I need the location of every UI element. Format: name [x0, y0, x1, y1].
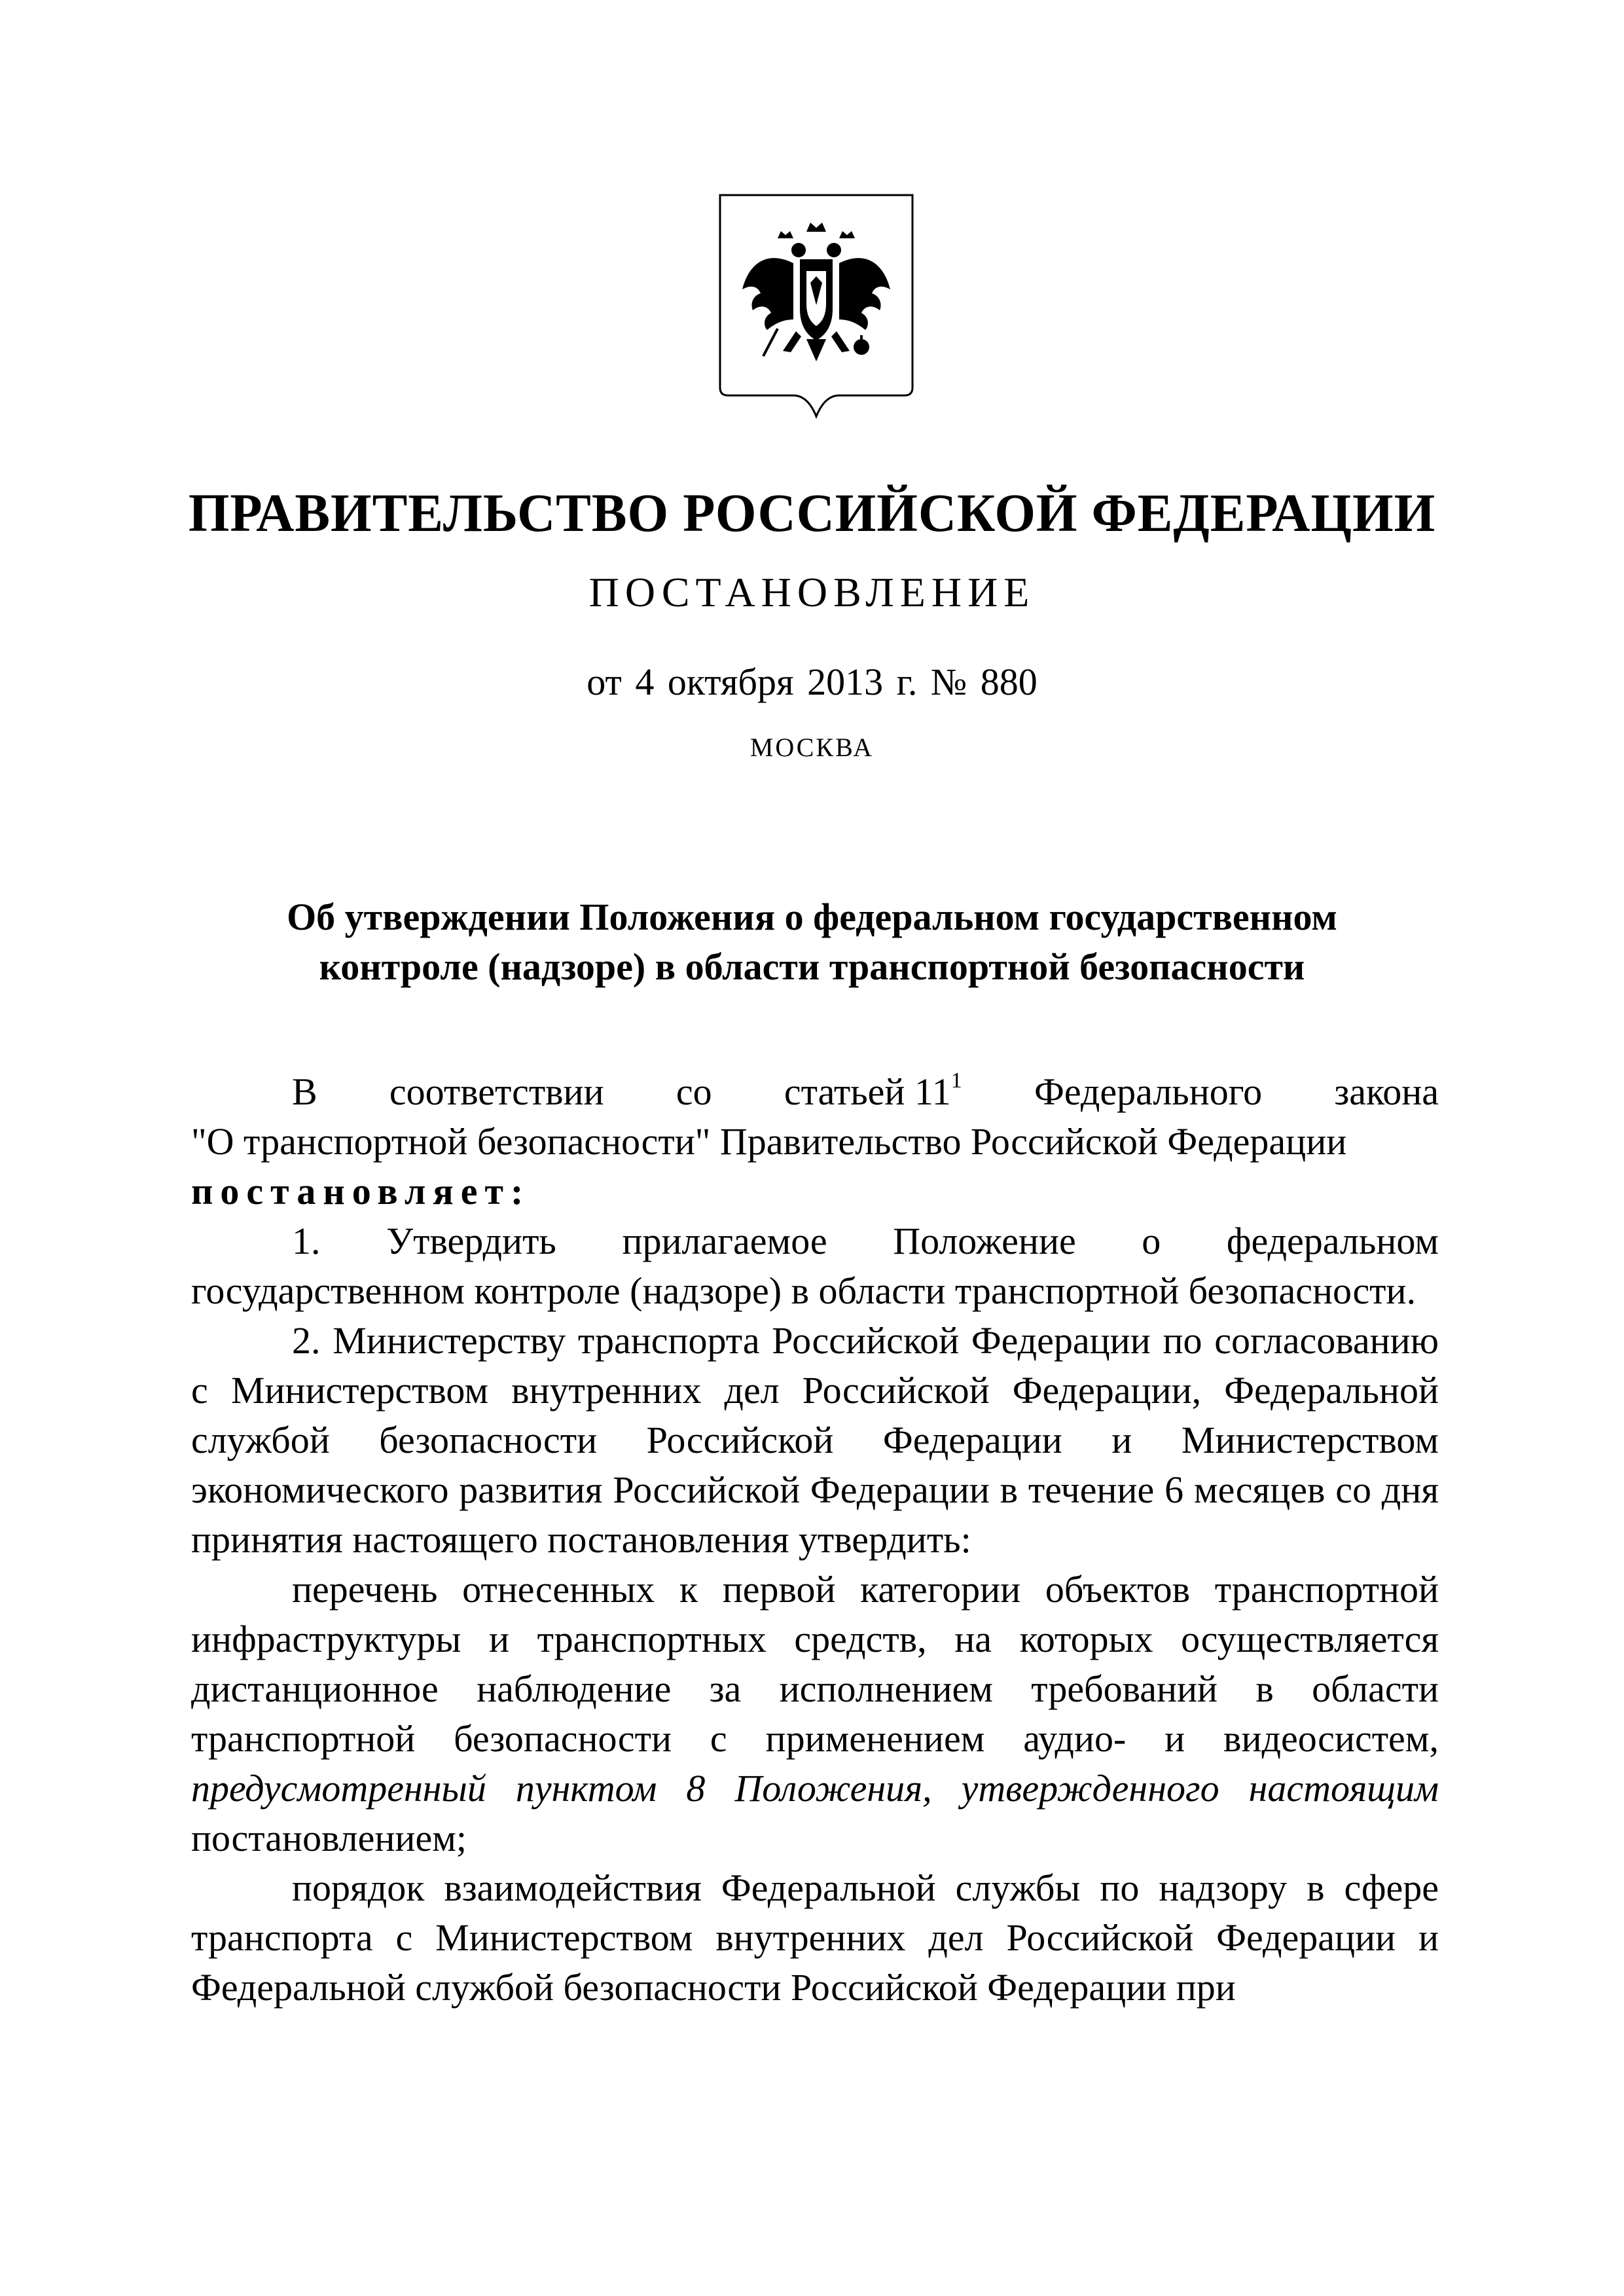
coat-of-arms-icon: [715, 191, 918, 424]
preamble-word: со: [676, 1070, 712, 1113]
article-number: статьей 11: [784, 1070, 951, 1113]
paragraph-2: 2. Министерству транспорта Российской Федерации по согласованию с Министерством внутренних дел Российской Федерации, Федеральной службой безопасности Российской Федерации и Министерством экономического развития Российской Федерации в течение 6 месяцев со дня принятия настоящего постановления утвердить:: [191, 1319, 1439, 1561]
document-body: [191, 1067, 1439, 2013]
preamble-word: соответствии: [389, 1070, 604, 1113]
preamble-article: [784, 1067, 962, 1117]
document-subject: [0, 892, 1624, 992]
subject-line-2: контроле (надзоре) в области транспортной безопасности: [319, 945, 1305, 988]
document-type: ПОСТАНОВЛЕНИЕ: [588, 569, 1036, 615]
article-superscript: 1: [950, 1068, 962, 1093]
preamble-rest: "О транспортной безопасности" Правительство Российской Федерации: [191, 1120, 1347, 1163]
paragraph-3-italic: предусмотренный пунктом 8 Положения, утвержденного настоящим: [191, 1767, 1439, 1810]
paragraph-3-text: перечень отнесенных к первой категории объектов транспортной инфраструктуры и транспортных средств, на которых осуществляется дистанционное наблюдение за исполнением требований в области транспортной безопасности с применением аудио- и видеосистем,: [191, 1568, 1439, 1760]
postanovlyaet: постановляет:: [191, 1170, 531, 1212]
subject-line-1: Об утверждении Положения о федеральном государственном: [287, 896, 1337, 938]
government-title: ПРАВИТЕЛЬСТВО РОССИЙСКОЙ ФЕДЕРАЦИИ: [188, 483, 1436, 543]
preamble-word: закона: [1334, 1070, 1439, 1113]
preamble-first-line: [191, 1067, 1439, 1117]
decree-word: [191, 1167, 1439, 1216]
document-date-number: от 4 октября 2013 г. № 880: [586, 661, 1038, 703]
preamble-word: Федерального: [1034, 1070, 1263, 1113]
paragraph-3: [191, 1565, 1439, 1863]
document-city: МОСКВА: [749, 733, 875, 762]
paragraph-1: 1. Утвердить прилагаемое Положение о федеральном государственном контроле (надзоре) в области транспортной безопасности.: [191, 1220, 1439, 1312]
preamble-word: В: [292, 1070, 317, 1113]
paragraph-3-end: постановлением;: [191, 1817, 467, 1859]
paragraph-4: порядок взаимодействия Федеральной службы по надзору в сфере транспорта с Министерством внутренних дел Российской Федерации и Федеральной службой безопасности Российской Федерации при: [191, 1867, 1439, 2009]
